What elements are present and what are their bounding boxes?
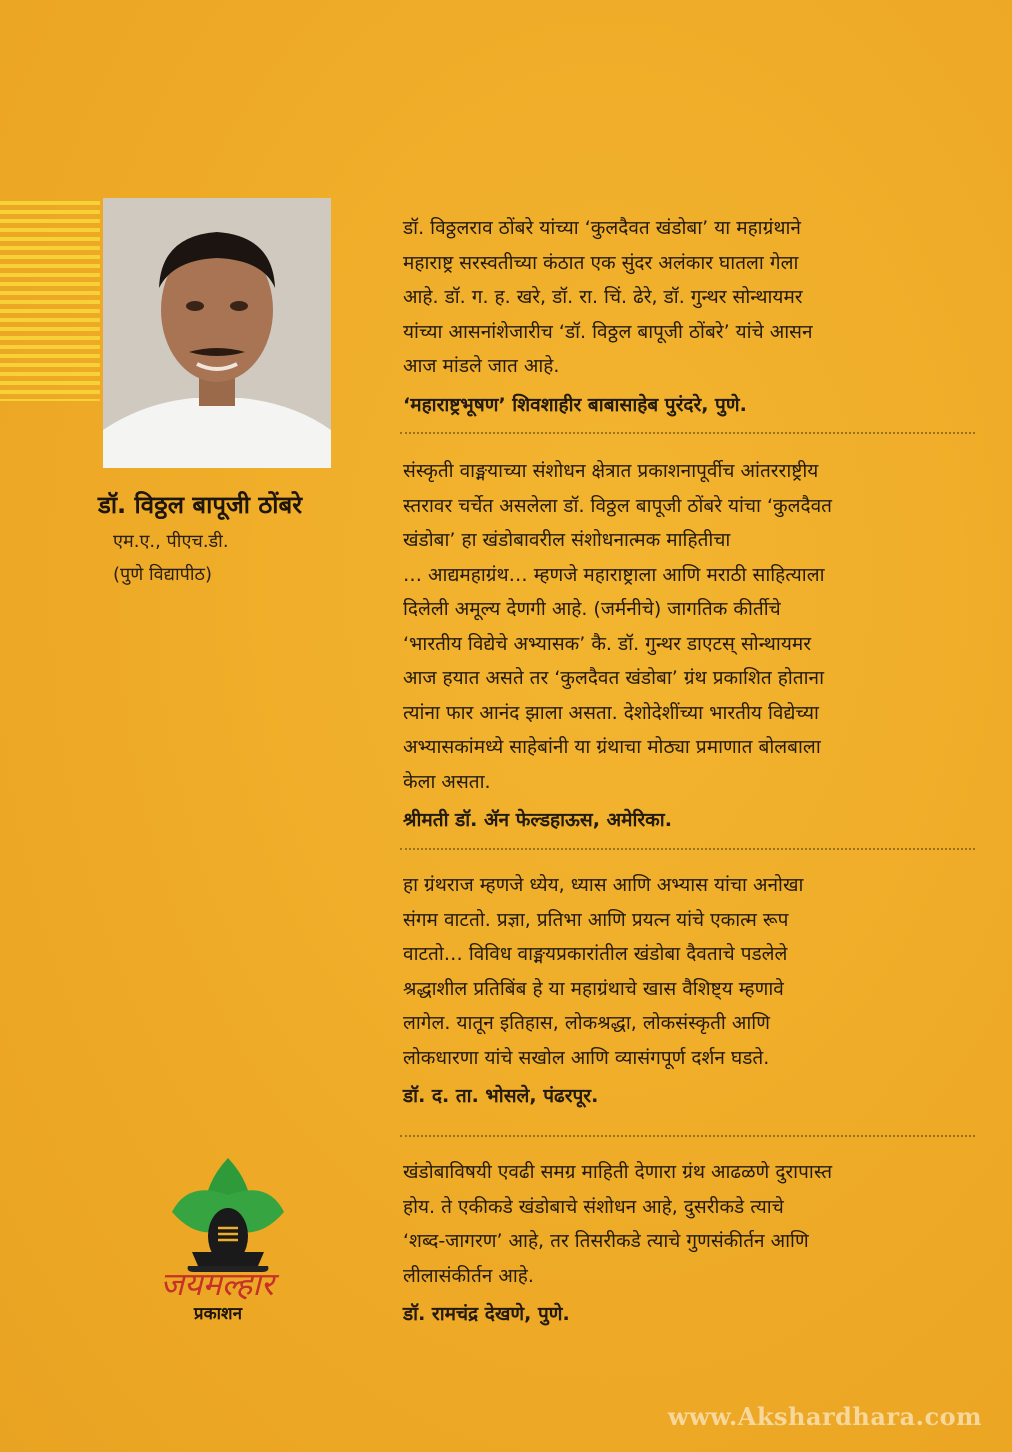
quote-signature: ‘महाराष्ट्रभूषण’ शिवशाहीर बाबासाहेब पुरंदरे, पुणे. <box>403 393 747 416</box>
quote-line: दिलेली अमूल्य देणगी आहे. (जर्मनीचे) जागतिक कीर्तीचे <box>403 598 781 620</box>
quote-line: स्तरावर चर्चेत असलेला डॉ. विठ्ठल बापूजी ठोंबरे यांचा ‘कुलदैवत <box>403 494 832 517</box>
quote-line: आज मांडले जात आहे. <box>403 355 560 377</box>
quote-line: खंडोबा’ हा खंडोबावरील संशोधनात्मक माहितीचा <box>403 529 731 551</box>
decorative-stripes <box>0 201 100 401</box>
quote-line: आहे. डॉ. ग. ह. खरे, डॉ. रा. चिं. ढेरे, डॉ. गुन्थर सोन्थायमर <box>403 286 803 308</box>
section-divider <box>400 432 975 434</box>
quote-line: लीलासंकीर्तन आहे. <box>403 1264 534 1287</box>
section-divider <box>400 848 975 850</box>
quote-line: संस्कृती वाङ्मयाच्या संशोधन क्षेत्रात प्रकाशनापूर्वीच आंतरराष्ट्रीय <box>403 460 819 482</box>
quote-line: लागेल. यातून इतिहास, लोकश्रद्धा, लोकसंस्कृती आणि <box>403 1012 770 1034</box>
quote-bhosale <box>403 868 963 1114</box>
quote-line: महाराष्ट्र सरस्वतीच्या कंठात एक सुंदर अलंकार घातला गेला <box>403 251 799 274</box>
author-degree: एम.ए., पीएच.डी. <box>113 531 229 552</box>
author-university: (पुणे विद्यापीठ) <box>113 564 213 585</box>
quote-line: वाटतो… विविध वाङ्मयप्रकारांतील खंडोबा दैवताचे पडलेले <box>403 943 788 965</box>
quote-line: यांच्या आसनांशेजारीच ‘डॉ. विठ्ठल बापूजी ठोंबरे’ यांचे आसन <box>403 320 813 343</box>
quote-line: … आद्यमहाग्रंथ… म्हणजे महाराष्ट्राला आणि मराठी साहित्याला <box>403 563 825 586</box>
quote-line: खंडोबाविषयी एवढी समग्र माहिती देणारा ग्रंथ आढळणे दुरापास्त <box>403 1161 833 1183</box>
quote-line: ‘शब्द-जागरण’ आहे, तर तिसरीकडे त्याचे गुणसंकीर्तन आणि <box>403 1230 809 1252</box>
section-divider <box>400 1135 975 1137</box>
website-watermark: www.Akshardhara.com <box>667 1402 982 1431</box>
quote-line: आज हयात असते तर ‘कुलदैवत खंडोबा’ ग्रंथ प्रकाशित होताना <box>403 667 824 689</box>
quote-purandare <box>403 211 963 422</box>
quote-line: त्यांना फार आनंद झाला असता. देशोदेशींच्या भारतीय विद्येच्या <box>403 701 819 724</box>
author-photo <box>103 198 331 468</box>
quote-line: अभ्यासकांमध्ये साहेबांनी या ग्रंथाचा मोठ्या प्रमाणात बोलबाला <box>403 736 821 758</box>
quote-dekhane <box>403 1155 963 1332</box>
quote-line: संगम वाटतो. प्रज्ञा, प्रतिभा आणि प्रयत्न यांचे एकात्म रूप <box>403 908 789 931</box>
author-name: डॉ. विठ्ठल बापूजी ठोंबरे <box>98 491 303 519</box>
quote-line: केला असता. <box>403 770 491 793</box>
quote-signature: डॉ. रामचंद्र देखणे, पुणे. <box>403 1303 570 1325</box>
quote-signature: डॉ. द. ता. भोसले, पंढरपूर. <box>403 1085 599 1107</box>
quote-feldhaus <box>403 454 963 838</box>
quote-signature: श्रीमती डॉ. ॲन फेल्डहाऊस, अमेरिका. <box>403 809 672 831</box>
quote-line: लोकधारणा यांचे सखोल आणि व्यासंगपूर्ण दर्शन घडते. <box>403 1046 770 1069</box>
author-portrait-icon <box>103 198 331 468</box>
quote-line: होय. ते एकीकडे खंडोबाचे संशोधन आहे, दुसरीकडे त्याचे <box>403 1195 784 1218</box>
publisher-script-name: जयमल्हार <box>160 1265 274 1303</box>
quote-line: हा ग्रंथराज म्हणजे ध्येय, ध्यास आणि अभ्यास यांचा अनोखा <box>403 874 804 896</box>
quote-line: ‘भारतीय विद्येचे अभ्यासक’ कै. डॉ. गुन्थर डाएटस् सोन्थायमर <box>403 632 811 655</box>
quote-line: डॉ. विठ्ठलराव ठोंबरे यांच्या ‘कुलदैवत खंडोबा’ या महाग्रंथाने <box>403 217 801 239</box>
publisher-sub-label: प्रकाशन <box>193 1304 243 1324</box>
quote-line: श्रद्धाशील प्रतिबिंब हे या महाग्रंथाचे खास वैशिष्ट्य म्हणावे <box>403 977 784 1000</box>
